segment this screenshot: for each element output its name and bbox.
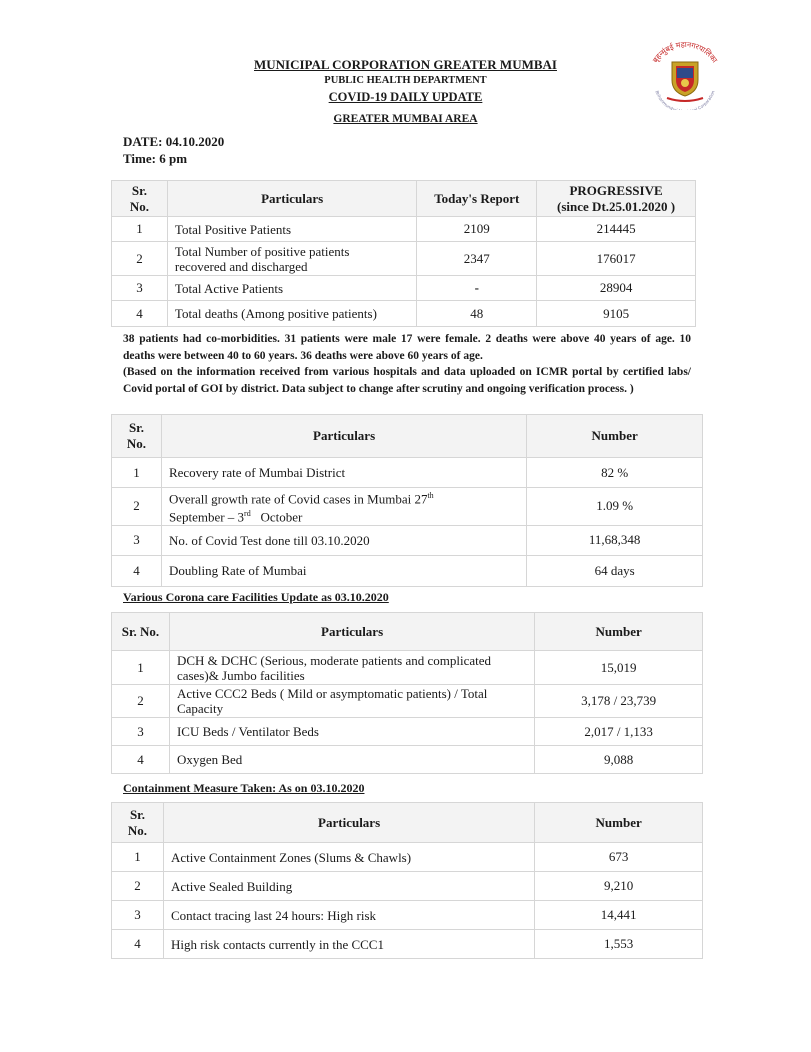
row-particulars: Active CCC2 Beds ( Mild or asymptomatic patients) / Total Capacity [169,685,534,718]
row-number: 15,019 [535,651,703,685]
col-particulars: Particulars [161,415,526,458]
row-number: 1,553 [535,930,703,959]
row-progressive: 176017 [537,242,696,276]
table-row [112,488,703,526]
table-row [112,276,696,301]
row-particulars: ICU Beds / Ventilator Beds [169,718,534,746]
col-number: Number [535,803,703,843]
row-number: 2,017 / 1,133 [535,718,703,746]
col-number: Number [535,613,703,651]
mcgm-emblem-icon [642,38,728,110]
row-particulars: Total Number of positive patients recovered and discharged [167,242,416,276]
table-row [112,843,703,872]
row-sr: 3 [112,276,168,301]
table-row [112,301,696,327]
table-row [112,242,696,276]
row-sr: 4 [112,555,162,586]
mcgm-logo [642,38,728,110]
table-row [112,872,703,901]
row-particulars: High risk contacts currently in the CCC1 [163,930,534,959]
col-progressive: PROGRESSIVE (since Dt.25.01.2020 ) [537,181,696,217]
report-date: DATE: 04.10.2020 [123,134,225,149]
table-row [112,901,703,930]
col-number: Number [527,415,703,458]
department-title: PUBLIC HEALTH DEPARTMENT [324,75,487,86]
table-header-row [112,803,703,843]
deaths-note: 38 patients had co-morbidities. 31 patients were male 17 were female. 2 deaths were above 40 years of age. 10 deaths were between 40 to 60 years. 36 deaths were above 60 years of age. [123,333,691,362]
row-number: 14,441 [535,901,703,930]
row-sr: 2 [112,242,168,276]
row-particulars: Doubling Rate of Mumbai [161,555,526,586]
facilities-table [111,612,703,774]
row-particulars: Active Sealed Building [163,872,534,901]
row-sr: 2 [112,685,170,718]
row-today: - [417,276,537,301]
table-row [112,555,703,586]
row-particulars: Overall growth rate of Covid cases in Mumbai 27th September – 3rd October [161,488,526,526]
row-particulars: Recovery rate of Mumbai District [161,458,526,488]
row-number: 82 % [527,458,703,488]
row-particulars: Total Positive Patients [167,217,416,242]
svg-text:बृहन्मुंबई महानगरपालिका [651,40,720,65]
row-number: 64 days [527,555,703,586]
col-particulars: Particulars [167,181,416,217]
row-particulars: Contact tracing last 24 hours: High risk [163,901,534,930]
row-number: 1.09 % [527,488,703,526]
row-particulars: DCH & DCHC (Serious, moderate patients and complicated cases)& Jumbo facilities [169,651,534,685]
table-header-row [112,181,696,217]
row-sr: 3 [112,718,170,746]
row-sr: 1 [112,651,170,685]
table-row [112,746,703,774]
row-sr: 2 [112,488,162,526]
org-title: MUNICIPAL CORPORATION GREATER MUMBAI [254,57,557,72]
source-note: (Based on the information received from various hospitals and data uploaded on ICMR portal by certified labs/ Covid portal of GOI by district. Data subject to change after scrutiny and ongoing verification process. ) [123,366,691,395]
row-sr: 4 [112,301,168,327]
area-title: GREATER MUMBAI AREA [333,113,478,125]
row-today: 2109 [417,217,537,242]
col-sr: Sr. No. [112,181,168,217]
row-particulars: Active Containment Zones (Slums & Chawls) [163,843,534,872]
table-row [112,217,696,242]
table-row [112,718,703,746]
col-today: Today's Report [417,181,537,217]
col-sr: Sr. No. [112,415,162,458]
table-header-row [112,613,703,651]
logo-text-lower: Brihanmumba al Corporation [654,89,716,110]
report-time: Time: 6 pm [123,151,188,166]
containment-table [111,802,703,959]
col-sr: Sr. No. [112,803,164,843]
table-row [112,685,703,718]
row-number: 9,210 [535,872,703,901]
col-particulars: Particulars [169,613,534,651]
row-sr: 4 [112,930,164,959]
row-sr: 1 [112,458,162,488]
row-particulars: Total deaths (Among positive patients) [167,301,416,327]
row-progressive: 9105 [537,301,696,327]
row-today: 48 [417,301,537,327]
table-header-row [112,415,703,458]
rates-table [111,414,703,587]
report-title: COVID-19 DAILY UPDATE [328,90,483,104]
row-particulars: Total Active Patients [167,276,416,301]
facilities-heading: Various Corona care Facilities Update as 03.10.2020 [123,590,389,604]
row-sr: 1 [112,843,164,872]
row-particulars: Oxygen Bed [169,746,534,774]
logo-text-upper: बृहन्मुंबई महानगरपालिका [650,39,720,65]
table-row [112,525,703,555]
row-progressive: 28904 [537,276,696,301]
row-sr: 3 [112,901,164,930]
row-sr: 4 [112,746,170,774]
row-number: 9,088 [535,746,703,774]
row-sr: 2 [112,872,164,901]
row-number: 3,178 / 23,739 [535,685,703,718]
row-progressive: 214445 [537,217,696,242]
col-sr: Sr. No. [112,613,170,651]
row-number: 11,68,348 [527,525,703,555]
col-particulars: Particulars [163,803,534,843]
table-row [112,458,703,488]
row-today: 2347 [417,242,537,276]
summary-table [111,180,696,327]
table-row [112,930,703,959]
table-row [112,651,703,685]
row-sr: 3 [112,525,162,555]
row-particulars: No. of Covid Test done till 03.10.2020 [161,525,526,555]
containment-heading: Containment Measure Taken: As on 03.10.2020 [123,781,365,795]
row-sr: 1 [112,217,168,242]
row-number: 673 [535,843,703,872]
